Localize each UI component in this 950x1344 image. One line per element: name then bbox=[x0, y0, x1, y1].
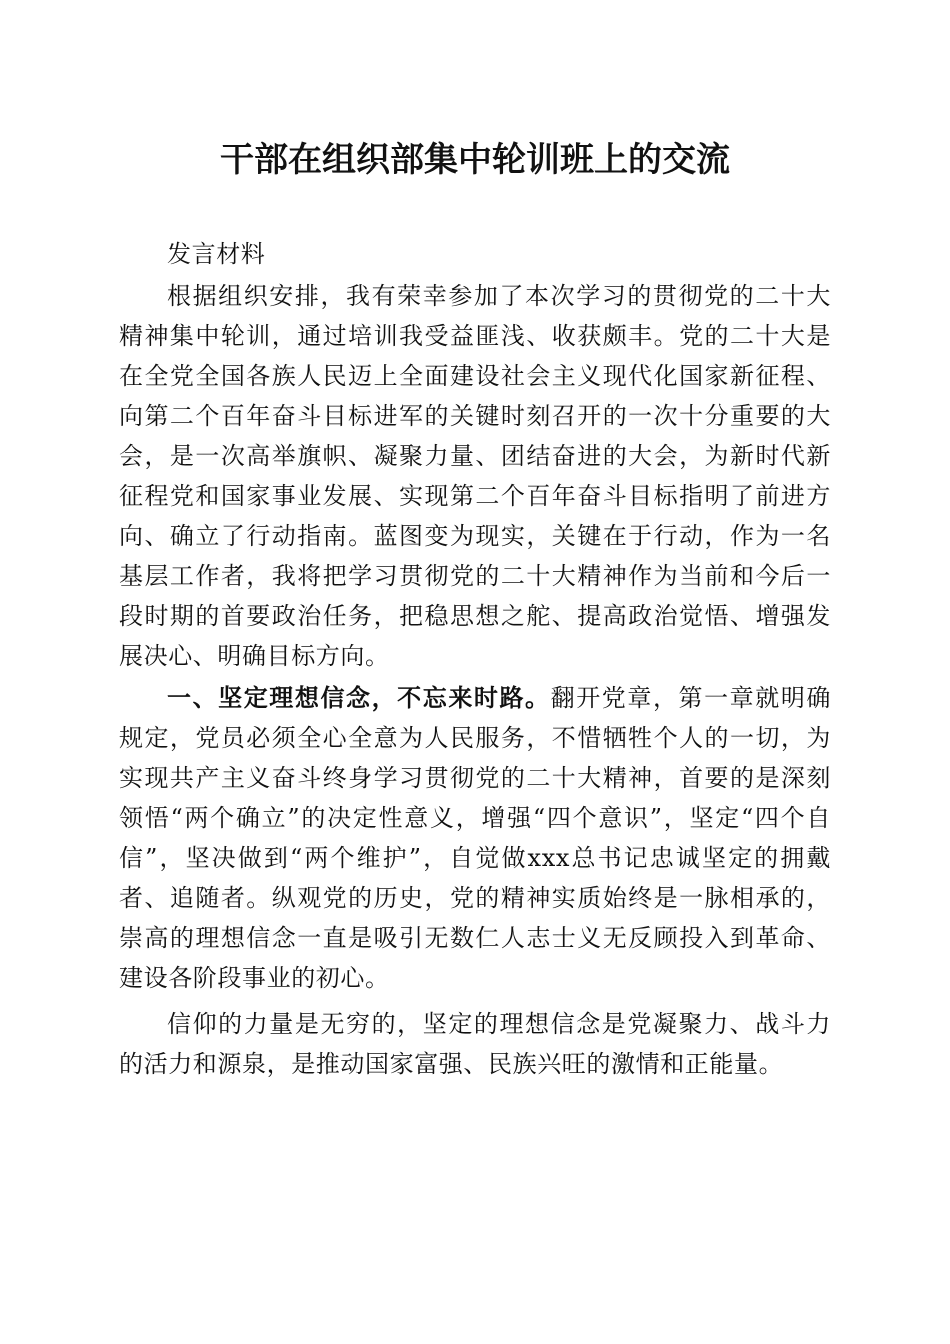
paragraph-section-one bbox=[119, 678, 831, 998]
section-heading: 一、坚定理想信念，不忘来时路。 bbox=[167, 684, 551, 712]
document-subtitle: 发言材料 bbox=[167, 240, 266, 268]
document-title: 干部在组织部集中轮训班上的交流 bbox=[220, 140, 730, 180]
document-body bbox=[119, 234, 831, 1084]
paragraph-intro: 根据组织安排，我有荣幸参加了本次学习的贯彻党的二十大精神集中轮训，通过培训我受益匪浅、收获颇丰。党的二十大是在全党全国各族人民迈上全面建设社会主义现代化国家新征程、向第二个百年奋斗目标进军的关键时刻召开的一次十分重要的大会，是一次高举旗帜、凝聚力量、团结奋进的大会，为新时代新征程党和国家事业发展、实现第二个百年奋斗目标指明了前进方向、确立了行动指南。蓝图变为现实，关键在于行动，作为一名基层工作者，我将把学习贯彻党的二十大精神作为当前和今后一段时期的首要政治任务，把稳思想之舵、提高政治觉悟、增强发展决心、明确目标方向。 bbox=[119, 282, 831, 670]
section-one-text: 翻开党章，第一章就明确规定，党员必须全心全意为人民服务，不惜牺牲个人的一切，为实现共产主义奋斗终身学习贯彻党的二十大精神，首要的是深刻领悟“两个确立”的决定性意义，增强“四个意识”，坚定“四个自信”，坚决做到“两个维护”，自觉做xxx总书记忠诚坚定的拥戴者、追随者。纵观党的历史，党的精神实质始终是一脉相承的，崇高的理想信念一直是吸引无数仁人志士义无反顾投入到革命、建设各阶段事业的初心。 bbox=[119, 684, 831, 992]
paragraph-belief: 信仰的力量是无穷的，坚定的理想信念是党凝聚力、战斗力的活力和源泉，是推动国家富强、民族兴旺的激情和正能量。 bbox=[119, 1010, 831, 1078]
